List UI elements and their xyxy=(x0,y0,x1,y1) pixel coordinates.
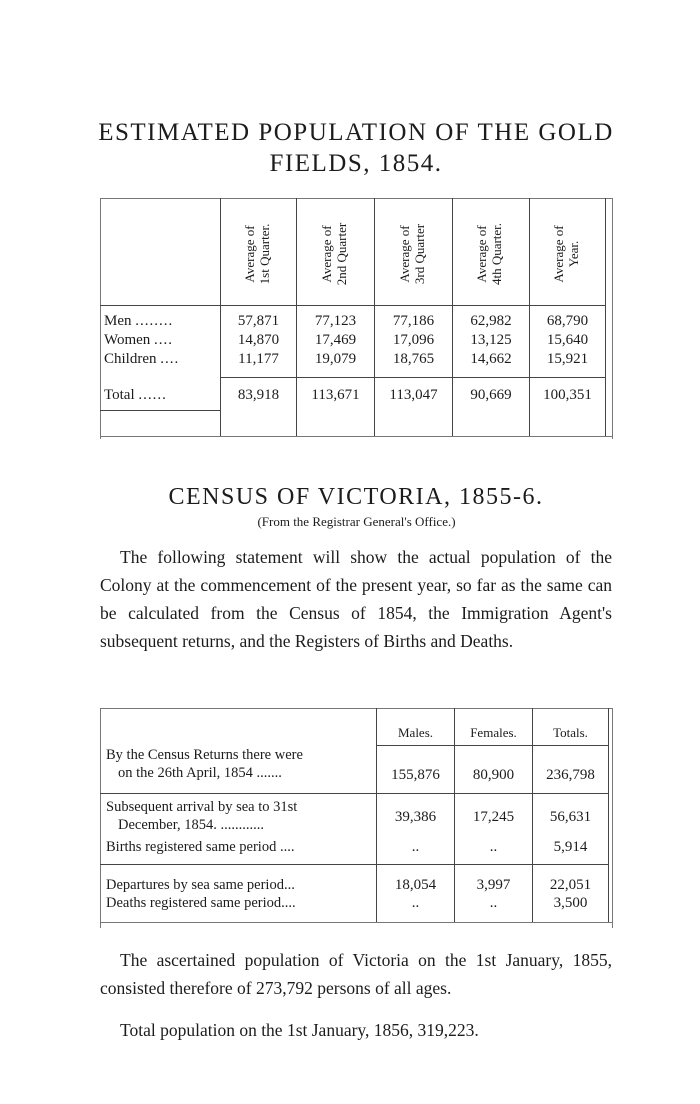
header-q4-line2: 4th Quarter. xyxy=(489,222,504,286)
census-title: CENSUS OF VICTORIA, 1855-6. xyxy=(168,484,544,510)
cell: .. xyxy=(411,895,420,911)
header-males: Males. xyxy=(397,725,434,740)
cell: 13,125 xyxy=(470,332,512,348)
row-label-men: Men ........ xyxy=(104,313,174,329)
cell: 3,997 xyxy=(476,877,511,893)
row-label-cont: December, 1854. ............ xyxy=(118,817,264,833)
total-cell: 100,351 xyxy=(543,387,592,403)
header-rule xyxy=(100,305,605,306)
header-q1-line2: 1st Quarter. xyxy=(257,223,272,285)
header-q4 xyxy=(474,214,506,294)
cell: 15,640 xyxy=(546,332,589,348)
cell: 80,900 xyxy=(472,767,515,783)
header-year-line1: Average of xyxy=(551,225,566,283)
cell: 56,631 xyxy=(549,809,592,825)
header-q2-line1: Average of xyxy=(319,225,334,283)
total-label-rule xyxy=(100,410,220,411)
gold-fields-table xyxy=(100,198,613,439)
header-q2-line2: 2nd Quarter xyxy=(334,222,349,286)
table-left-rule xyxy=(100,708,101,928)
cell: 62,982 xyxy=(470,313,512,329)
cell: 18,054 xyxy=(394,877,437,893)
header-females: Females. xyxy=(470,725,517,740)
table-right-rule xyxy=(612,198,613,439)
row-rule xyxy=(100,864,608,865)
table-top-rule xyxy=(100,708,613,709)
column-rule xyxy=(608,708,609,922)
census-subtitle: (From the Registrar General's Office.) xyxy=(257,514,456,529)
table-bottom-rule xyxy=(100,436,613,437)
cell: 155,876 xyxy=(391,767,440,783)
header-totals: Totals. xyxy=(553,725,588,740)
cell: 11,177 xyxy=(238,351,279,367)
row-rule xyxy=(100,793,608,794)
total-text: Total population on the 1st January, 1856, 319,223. xyxy=(120,1020,479,1040)
header-q1 xyxy=(242,214,274,294)
cell: .. xyxy=(411,839,420,855)
intro-paragraph xyxy=(100,543,612,655)
cell: 3,500 xyxy=(553,895,588,911)
census-table xyxy=(100,708,613,928)
header-year xyxy=(551,214,583,294)
row-label: Deaths registered same period.... xyxy=(106,895,296,911)
cell: 5,914 xyxy=(553,839,588,855)
total-cell: 90,669 xyxy=(470,387,512,403)
intro-text: The following statement will show the actual population of the Colony at the commencement of the present year, so far as the same can be calculated from the Census of 1854, the Immigration Agent's subsequent returns, and the Registers of Births and Deaths. xyxy=(100,547,612,651)
cell: 39,386 xyxy=(394,809,437,825)
cell: 17,469 xyxy=(314,332,357,348)
cell: 14,662 xyxy=(470,351,512,367)
total-cell: 113,671 xyxy=(311,387,360,403)
cell: 77,186 xyxy=(392,313,435,329)
cell: 236,798 xyxy=(546,767,595,783)
table-bottom-rule xyxy=(100,922,613,923)
row-label-cont: on the 26th April, 1854 ....... xyxy=(118,765,282,781)
table-right-rule xyxy=(612,708,613,928)
cell: 19,079 xyxy=(314,351,357,367)
total-paragraph xyxy=(100,1016,612,1044)
cell: 57,871 xyxy=(237,313,280,329)
cell: 17,096 xyxy=(392,332,435,348)
conclusion-paragraph xyxy=(100,946,612,1002)
cell: 15,921 xyxy=(546,351,589,367)
cell: 22,051 xyxy=(549,877,592,893)
cell: 68,790 xyxy=(546,313,589,329)
gold-fields-title-line2: FIELDS, 1854. xyxy=(269,150,443,177)
header-q1-line1: Average of xyxy=(242,225,257,283)
conclusion-text: The ascertained population of Victoria on the 1st January, 1855, consisted therefore of 273,792 persons of all ages. xyxy=(100,950,612,998)
header-q3-line1: Average of xyxy=(397,225,412,283)
row-label: Births registered same period .... xyxy=(106,839,295,855)
header-year-line2: Year. xyxy=(566,240,581,268)
table-left-rule xyxy=(100,198,101,439)
row-label-children: Children .... xyxy=(104,351,180,367)
total-rule xyxy=(220,377,605,378)
total-cell: 113,047 xyxy=(389,387,438,403)
cell: 17,245 xyxy=(472,809,515,825)
gold-fields-title xyxy=(96,117,616,179)
header-q2 xyxy=(319,214,351,294)
total-cell: 83,918 xyxy=(237,387,280,403)
gold-fields-title-line1: ESTIMATED POPULATION OF THE GOLD xyxy=(98,119,614,146)
cell: .. xyxy=(489,895,498,911)
row-label: By the Census Returns there were xyxy=(106,747,303,763)
row-label-total: Total ...... xyxy=(104,387,167,403)
table-top-rule xyxy=(100,198,613,199)
header-rule xyxy=(376,745,608,746)
cell: 77,123 xyxy=(314,313,357,329)
column-rule xyxy=(605,198,606,436)
header-q3 xyxy=(397,214,429,294)
row-label: Departures by sea same period... xyxy=(106,877,295,893)
row-label-women: Women .... xyxy=(104,332,174,348)
row-label: Subsequent arrival by sea to 31st xyxy=(106,799,298,815)
header-q4-line1: Average of xyxy=(474,225,489,283)
cell: 14,870 xyxy=(237,332,280,348)
header-q3-line2: 3rd Quarter xyxy=(412,223,427,285)
cell: .. xyxy=(489,839,498,855)
cell: 18,765 xyxy=(392,351,435,367)
